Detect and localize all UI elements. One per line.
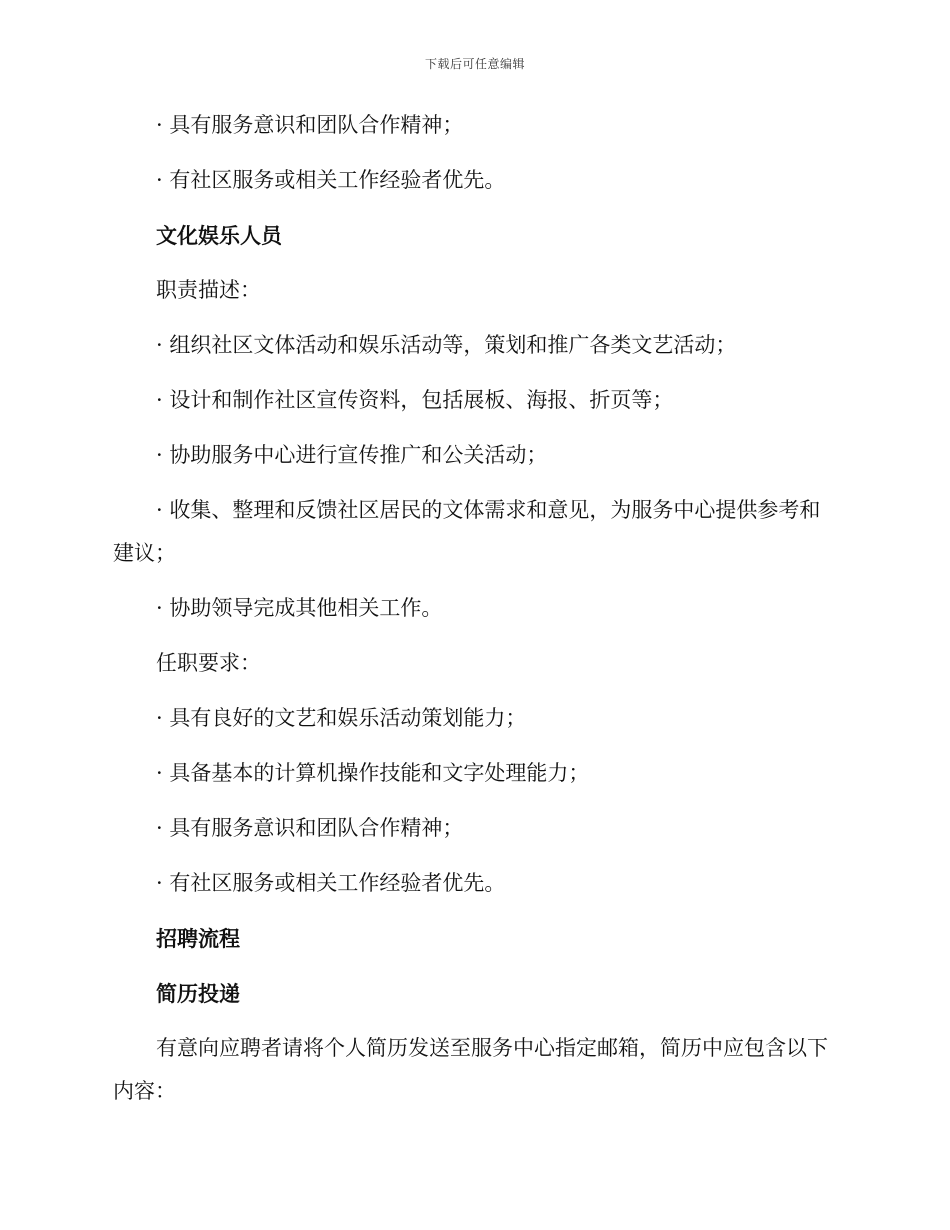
section-heading: 招聘流程 [156,926,240,951]
bullet-item: · 有社区服务或相关工作经验者优先。 [156,871,506,895]
bullet-item: · 协助服务中心进行宣传推广和公关活动； [156,443,548,467]
bullet-item: · 设计和制作社区宣传资料，包括展板、海报、折页等； [156,388,674,412]
section-label: 任职要求： [156,651,261,675]
document-body [113,104,833,1125]
section-label: 职责描述： [156,278,261,302]
bullet-item: · 具有服务意识和团队合作精神； [156,816,464,840]
page-header-note: 下载后可任意编辑 [424,57,525,71]
body-paragraph: 有意向应聘者请将个人简历发送至服务中心指定邮箱，简历中应包含以下内容： [113,1036,828,1103]
bullet-item: · 有社区服务或相关工作经验者优先。 [156,168,506,192]
section-heading: 文化娱乐人员 [156,223,282,248]
bullet-item: · 组织社区文体活动和娱乐活动等，策划和推广各类文艺活动； [156,333,737,357]
section-heading: 简历投递 [156,981,240,1006]
bullet-item: · 协助领导完成其他相关工作。 [156,596,443,620]
bullet-item: · 具有良好的文艺和娱乐活动策划能力； [156,706,527,730]
bullet-item: · 具有服务意识和团队合作精神； [156,113,464,137]
bullet-item: · 收集、整理和反馈社区居民的文体需求和意见，为服务中心提供参考和建议； [113,498,821,565]
bullet-item: · 具备基本的计算机操作技能和文字处理能力； [156,761,590,785]
